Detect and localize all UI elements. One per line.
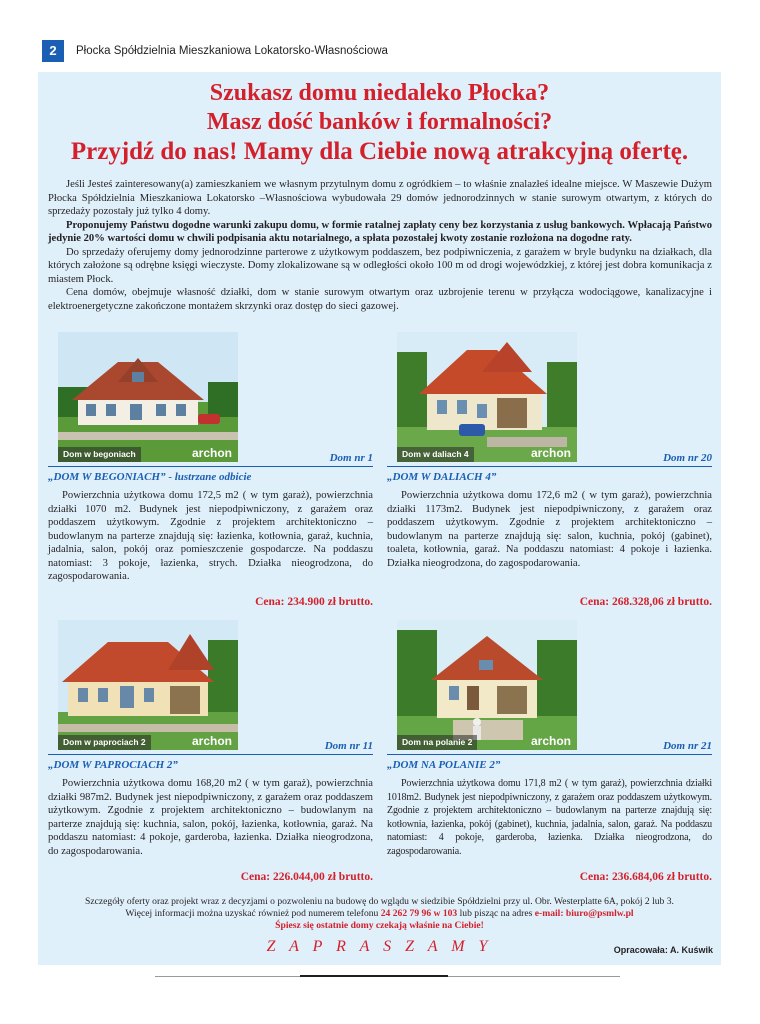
photo-caption: Dom w begoniach [58, 447, 141, 462]
house-title: „DOM W PAPROCIACH 2” [48, 759, 178, 771]
intro-paragraph: Do sprzedaży oferujemy domy jednorodzinne parterowe z użytkowym poddaszem, bez podpiwniczenia, z garażem w bryle budynku na działkach, dla których założone są odrębne księgi wieczyste. Domy zlokalizowane są w odległości około 100 m od drogi wojewódzkiej, z której jest dobra komunikacja z miastem Płock. [48, 246, 712, 285]
house-card [48, 620, 373, 890]
footer-call-to-action: Śpiesz się ostatnie domy czekają właśnie na Ciebie! [275, 920, 484, 931]
house-photo [397, 332, 577, 462]
headline-line-1: Szukasz domu niedaleko Płocka? [209, 80, 550, 106]
divider [48, 466, 373, 467]
house-photo [58, 620, 238, 750]
house-number: Dom nr 21 [663, 740, 712, 752]
intro-paragraph-offer: Proponujemy Państwu dogodne warunki zakupu domu, w formie ratalnej zapłaty ceny bez korzystania z usług bankowych. Wpłacają Państwo jedynie 20% wartości domu w chwili podpisania aktu notarialnego, a spłata pozostałej kwoty zostanie rozłożona na dogodne raty. [48, 219, 712, 244]
divider [387, 754, 712, 755]
archon-logo: archon [530, 734, 571, 748]
house-card [387, 620, 712, 890]
footer-contact-line [38, 908, 721, 920]
archon-logo: archon [191, 446, 232, 460]
house-photo [397, 620, 577, 750]
photo-caption: Dom w paprociach 2 [58, 735, 151, 750]
house-number: Dom nr 20 [663, 452, 712, 464]
house-description: Powierzchnia użytkowa domu 171,8 m2 ( w tym garaż), powierzchnia działki 1018m2. Budynek jest niepodpiwniczony, z garażem oraz poddaszem użytkowym. Zgodnie z projektem architektoniczno – budowlanym na parterze znajdują się: kotłownia, łazienka, pokój (gabinet), kuchnia, jadalnia, salon, garaż. Na poddaszu natomiast: 4 pokoje, garderoba, łazienka. Działka nieogrodzona, do zagospodarowania. [387, 778, 712, 857]
footer-line: Szczegóły oferty oraz projekt wraz z decyzjami o pozwoleniu na budowę do wglądu w siedzibie Spółdzielni przy ul. Obr. Westerplatte 6A, pokój 2 lub 3. [85, 896, 674, 907]
house-title: „DOM W DALIACH 4” [387, 471, 497, 483]
intro-text [48, 178, 712, 313]
house-description: Powierzchnia użytkowa domu 168,20 m2 ( w tym garaż), powierzchnia działki 987m2. Budynek jest niepodpiwniczony, z garażem oraz poddaszem użytkowym. Zgodnie z projektem architektoniczno – budowlanym na parterze znajdują się: kuchnia, salon, pokój, łazienka, kotłownia, garaż. Na poddaszu natomiast: 4 pokoje, garderoba, łazienka. Działka nieogrodzona, do zagospodarowania. [48, 778, 373, 857]
intro-paragraph: Cena domów, obejmuje własność działki, dom w stanie surowym otwartym oraz uzbrojenie terenu w przyłącza wodociągowe, kanalizacyjne i elektroenergetyczne zakończone montażem skrzynki oraz dostęp do sieci gazowej. [48, 287, 712, 312]
invitation-banner: Z A P R A S Z A M Y [266, 938, 493, 955]
footer-contact [38, 896, 721, 932]
archon-logo: archon [530, 446, 571, 460]
house-photo [58, 332, 238, 462]
house-number: Dom nr 1 [329, 452, 373, 464]
photo-caption: Dom w daliach 4 [397, 447, 474, 462]
footer-text: Więcej informacji można uzyskać również pod numerem telefonu [125, 908, 381, 919]
headline-line-2: Masz dość banków i formalności? [206, 109, 553, 135]
headline-line-3: Przyjdź do nas! Mamy dla Ciebie nową atrakcyjną ofertę. [70, 138, 689, 165]
house-number: Dom nr 11 [324, 740, 373, 752]
house-description: Powierzchnia użytkowa domu 172,5 m2 ( w tym garaż), powierzchnia działki 1070 m2. Budynek jest niepodpiwniczony, z garażem oraz poddaszem użytkowym. Zgodnie z projektem architektoniczno – budowlanym na parterze znajdują się: łazienka, kotłownia, garaż, kuchnia, jadalnia, salon, pokój oraz pomieszczenie gospodarcze. Na poddaszu natomiast: 3 pokoje, łazienka, strych. Działka nieogrodzona, do zagospodarowania. [48, 490, 373, 582]
intro-paragraph: Jeśli Jesteś zainteresowany(a) zamieszkaniem we własnym przytulnym domu z ogródkiem – to właśnie znalazłeś idealne miejsce. W Maszewie Dużym Płocka Spółdzielnia Mieszkaniowa Lokatorsko –Własnościowa wybudowała 29 domów jednorodzinnych w stanie surowym otwartym, z których do sprzedaży pozostały już tylko 4 domy. [48, 179, 712, 217]
house-card [387, 332, 712, 622]
house-description: Powierzchnia użytkowa domu 172,6 m2 ( w tym garaż), powierzchnia działki 1173m2. Budynek jest niepodpiwniczony, z garażem oraz poddaszem użytkowym. Zgodnie z projektem architektoniczno – budowlanym na parterze znajdują się: salon, kuchnia, pokój (gabinet), toaleta, kotłownia, garaż. Na poddaszu natomiast: 4 pokoje i łazienka. Działka nieogrodzona, do zagospodarowania. [387, 490, 712, 569]
archon-logo: archon [191, 734, 232, 748]
divider [387, 466, 712, 467]
house-card [48, 332, 373, 622]
page-number: 2 [42, 40, 64, 62]
house-price: Cena: 234.900 zł brutto. [255, 596, 373, 608]
footer-text: lub pisząc na adres [457, 908, 535, 919]
author-credit: Opracowała: A. Kuświk [613, 945, 713, 955]
house-price: Cena: 268.328,06 zł brutto. [579, 596, 712, 608]
offer-panel [38, 72, 721, 965]
house-price: Cena: 226.044,00 zł brutto. [240, 871, 373, 883]
email-link[interactable]: e-mail: biuro@psmlw.pl [534, 908, 634, 919]
publication-title: Płocka Spółdzielnia Mieszkaniowa Lokatorsko-Własnościowa [76, 45, 388, 57]
house-title: „DOM NA POLANIE 2” [387, 759, 501, 771]
page-bottom-rule-accent [300, 975, 448, 977]
divider [48, 754, 373, 755]
house-price: Cena: 236.684,06 zł brutto. [579, 871, 712, 883]
house-title: „DOM W BEGONIACH” - lustrzane odbicie [48, 471, 252, 483]
photo-caption: Dom na polanie 2 [397, 735, 477, 750]
phone-number: 24 262 79 96 w 103 [380, 908, 458, 919]
